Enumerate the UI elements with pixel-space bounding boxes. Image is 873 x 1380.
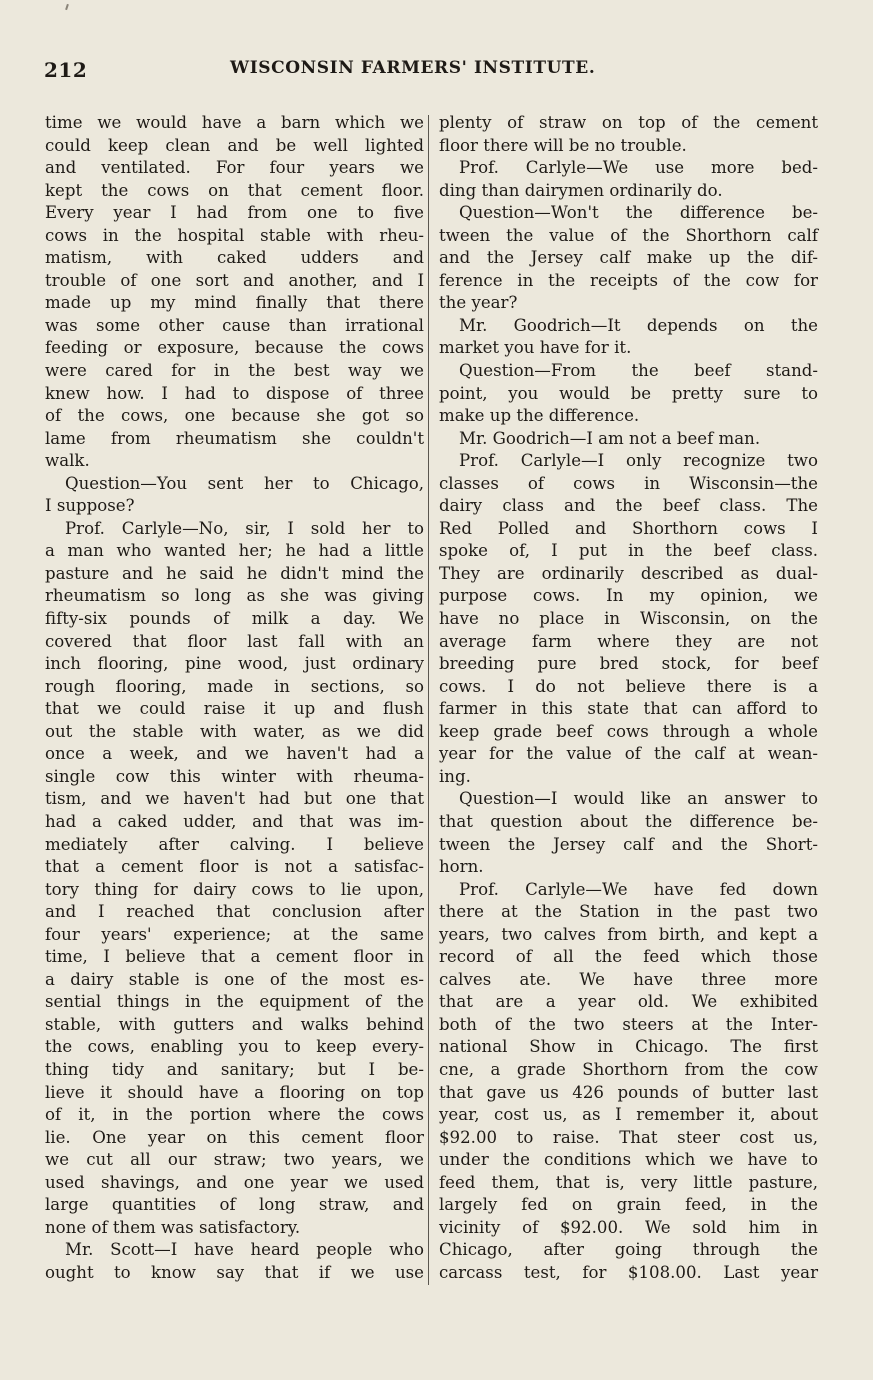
text-line: lie. One year on this cement floor	[45, 1127, 424, 1147]
text-line: a dairy stable is one of the most es-	[45, 969, 424, 989]
text-line: market you have for it.	[439, 338, 632, 358]
text-line: made up my mind finally that there	[45, 293, 424, 313]
text-line: mediately after calving. I believe	[45, 834, 424, 854]
left-text-column	[45, 112, 424, 1284]
text-line: vicinity of $92.00. We sold him in	[439, 1217, 818, 1237]
text-line: Prof. Carlyle—We use more bed-	[459, 158, 818, 178]
text-line: walk.	[45, 451, 90, 471]
text-line: farmer in this state that can afford to	[439, 699, 818, 719]
text-line: year for the value of the calf at wean-	[439, 744, 818, 764]
text-line: Prof. Carlyle—No, sir, I sold her to	[65, 518, 424, 538]
text-line: tory thing for dairy cows to lie upon,	[45, 879, 424, 899]
text-line: Question—You sent her to Chicago,	[65, 473, 424, 493]
text-line: Mr. Scott—I have heard people who	[65, 1240, 424, 1260]
text-line: cows in the hospital stable with rheu-	[45, 225, 424, 245]
text-line: Red Polled and Shorthorn cows I	[439, 518, 818, 538]
text-line: time, I believe that a cement floor in	[45, 947, 424, 967]
text-line: Prof. Carlyle—I only recognize two	[459, 451, 818, 471]
text-line: breeding pure bred stock, for beef	[439, 654, 818, 674]
text-line: covered that floor last fall with an	[45, 631, 424, 651]
text-line: feed them, that is, very little pasture,	[439, 1172, 818, 1192]
text-line: ought to know say that if we use	[45, 1262, 424, 1282]
text-line: make up the difference.	[439, 406, 640, 426]
text-line: sential things in the equipment of the	[45, 992, 424, 1012]
text-line: dairy class and the beef class. The	[439, 496, 818, 516]
text-line: years, two calves from birth, and kept a	[439, 924, 818, 944]
text-line: classes of cows in Wisconsin—the	[439, 473, 818, 493]
text-line: used shavings, and one year we used	[45, 1172, 424, 1192]
text-line: calves ate. We have three more	[439, 969, 818, 989]
text-line: and ventilated. For four years we	[45, 158, 424, 178]
text-line: trouble of one sort and another, and I	[45, 270, 424, 290]
text-line: and the Jersey calf make up the dif-	[439, 248, 818, 268]
text-line: purpose cows. In my opinion, we	[439, 586, 818, 606]
text-line: under the conditions which we have to	[439, 1150, 818, 1170]
text-line: I suppose?	[45, 496, 135, 516]
text-line: cne, a grade Shorthorn from the cow	[439, 1059, 818, 1079]
text-line: we cut all our straw; two years, we	[45, 1150, 424, 1170]
text-line: thing tidy and sanitary; but I be-	[45, 1059, 424, 1079]
text-line: lieve it should have a flooring on top	[45, 1082, 424, 1102]
text-line: that are a year old. We exhibited	[439, 992, 818, 1012]
text-line: and I reached that conclusion after	[45, 902, 424, 922]
text-line: cows. I do not believe there is a	[439, 676, 818, 696]
text-line: Chicago, after going through the	[439, 1240, 818, 1260]
text-line: have no place in Wisconsin, on the	[439, 609, 818, 629]
text-line: horn.	[439, 857, 484, 877]
text-line: of the cows, one because she got so	[45, 406, 424, 426]
text-line: that question about the difference be-	[439, 811, 818, 831]
text-line: Mr. Goodrich—I am not a beef man.	[459, 428, 761, 448]
right-text-column	[439, 112, 818, 1284]
text-line: record of all the feed which those	[439, 947, 818, 967]
text-line: tism, and we haven't had but one that	[45, 789, 424, 809]
text-line: out the stable with water, as we did	[45, 721, 424, 741]
text-line: spoke of, I put in the beef class.	[439, 541, 818, 561]
text-line: keep grade beef cows through a whole	[439, 721, 818, 741]
text-line: point, you would be pretty sure to	[439, 383, 818, 403]
text-line: tween the value of the Shorthorn calf	[439, 225, 818, 245]
text-line: that a cement floor is not a satisfac-	[45, 857, 424, 877]
page-header	[44, 58, 819, 88]
column-divider	[428, 115, 429, 1285]
text-line: floor there will be no trouble.	[439, 135, 687, 155]
text-line: four years' experience; at the same	[45, 924, 424, 944]
text-line: a man who wanted her; he had a little	[45, 541, 424, 561]
running-title: WISCONSIN FARMERS' INSTITUTE.	[230, 58, 596, 78]
text-line: ing.	[439, 766, 471, 786]
text-line: national Show in Chicago. The first	[439, 1037, 818, 1057]
text-line: rough flooring, made in sections, so	[45, 676, 424, 696]
text-line: could keep clean and be well lighted	[45, 135, 424, 155]
text-line: rheumatism so long as she was giving	[45, 586, 424, 606]
text-line: average farm where they are not	[439, 631, 818, 651]
text-line: of it, in the portion where the cows	[45, 1105, 424, 1125]
text-line: Prof. Carlyle—We have fed down	[459, 879, 818, 899]
text-line: carcass test, for $108.00. Last year	[439, 1262, 818, 1282]
text-line: plenty of straw on top of the cement	[439, 113, 818, 132]
text-line: fifty-six pounds of milk a day. We	[45, 609, 424, 629]
text-line: largely fed on grain feed, in the	[439, 1195, 818, 1215]
print-speck	[65, 4, 69, 10]
text-line: that we could raise it up and flush	[45, 699, 424, 719]
text-line: single cow this winter with rheuma-	[45, 766, 424, 786]
text-line: Every year I had from one to five	[45, 203, 424, 223]
page-number: 212	[44, 58, 88, 82]
text-line: knew how. I had to dispose of three	[45, 383, 424, 403]
text-line: They are ordinarily described as dual-	[439, 563, 818, 583]
text-line: Mr. Goodrich—It depends on the	[459, 315, 818, 335]
text-line: large quantities of long straw, and	[45, 1195, 424, 1215]
text-line: there at the Station in the past two	[439, 902, 818, 922]
text-line: kept the cows on that cement floor.	[45, 180, 424, 200]
text-line: were cared for in the best way we	[45, 361, 424, 381]
text-line: tween the Jersey calf and the Short-	[439, 834, 818, 854]
text-line: Question—I would like an answer to	[459, 789, 818, 809]
text-line: year, cost us, as I remember it, about	[439, 1105, 818, 1125]
text-line: feeding or exposure, because the cows	[45, 338, 424, 358]
text-line: ding than dairymen ordinarily do.	[439, 180, 723, 200]
text-line: time we would have a barn which we	[45, 113, 424, 132]
text-line: both of the two steers at the Inter-	[439, 1014, 818, 1034]
text-line: the year?	[439, 293, 518, 313]
text-line: none of them was satisfactory.	[45, 1217, 301, 1237]
text-line: Question—Won't the difference be-	[459, 203, 818, 223]
text-line: stable, with gutters and walks behind	[45, 1014, 424, 1034]
text-line: that gave us 426 pounds of butter last	[439, 1082, 818, 1102]
text-line: matism, with caked udders and	[45, 248, 424, 268]
text-line: $92.00 to raise. That steer cost us,	[439, 1127, 818, 1147]
text-line: ference in the receipts of the cow for	[439, 270, 818, 290]
text-line: lame from rheumatism she couldn't	[45, 428, 424, 448]
text-line: once a week, and we haven't had a	[45, 744, 424, 764]
text-line: pasture and he said he didn't mind the	[45, 563, 424, 583]
text-line: inch flooring, pine wood, just ordinary	[45, 654, 424, 674]
text-line: Question—From the beef stand-	[459, 361, 818, 381]
text-line: the cows, enabling you to keep every-	[45, 1037, 424, 1057]
text-line: had a caked udder, and that was im-	[45, 811, 424, 831]
text-line: was some other cause than irrational	[45, 315, 424, 335]
